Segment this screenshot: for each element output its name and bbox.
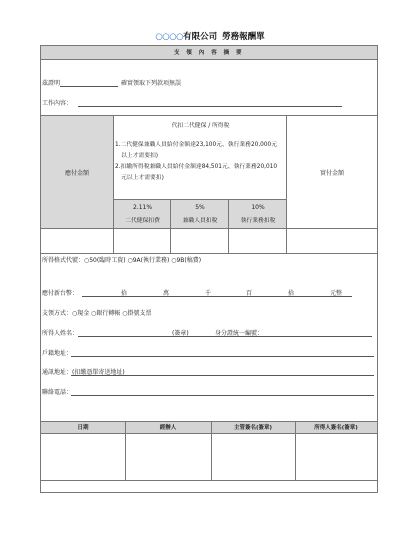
phone-field[interactable] bbox=[71, 395, 374, 396]
date-signature-field[interactable] bbox=[41, 434, 125, 480]
unit-shi: 拾 bbox=[288, 290, 295, 297]
rate-business: 10% bbox=[251, 204, 265, 211]
proof-name-field[interactable] bbox=[60, 86, 118, 87]
income-format: 所得格式代號：○50(臨時工資) ○9A(執行業務) ○9B(稿費) bbox=[42, 257, 202, 264]
company-placeholder: ○○○○ bbox=[155, 32, 184, 42]
rate-parttime: 5% bbox=[195, 204, 205, 211]
col-supervisor: 主管簽名(簽章) bbox=[233, 425, 273, 431]
rate-business-label: 執行業務扣稅 bbox=[240, 218, 276, 224]
withhold-title: 代扣二代健保 / 所得稅 bbox=[171, 123, 230, 129]
unit-yuan: 元整 bbox=[330, 290, 343, 297]
summary-header: 支 領 內 容 摘 要 bbox=[41, 46, 377, 60]
supervisor-signature-field[interactable] bbox=[211, 434, 295, 480]
mailing-address-label: 通訊地址：(扣繳憑單寄送地址) bbox=[42, 369, 125, 376]
business-amount-field[interactable] bbox=[229, 229, 287, 254]
remuneration-form bbox=[40, 45, 378, 493]
amount-label: 應付新台幣： bbox=[42, 290, 79, 297]
payable-amount-field[interactable] bbox=[41, 229, 114, 254]
unit-shi-wan: 拾 bbox=[121, 290, 128, 297]
household-address-label: 戶籍地址： bbox=[42, 350, 73, 357]
actual-label: 實付金額 bbox=[319, 169, 344, 177]
unit-wan: 萬 bbox=[163, 290, 170, 297]
signature-table bbox=[41, 421, 377, 492]
note2-line1: 2.扣繳所得稅兼職人員給付金額達84,501元、執行業務20,010 bbox=[115, 164, 278, 170]
actual-amount-field[interactable] bbox=[287, 229, 377, 254]
parttime-amount-field[interactable] bbox=[171, 229, 229, 254]
unit-bai: 百 bbox=[246, 290, 253, 297]
recipient-signature-field[interactable] bbox=[295, 434, 377, 480]
note2-line2: 元以上才需要扣) bbox=[121, 175, 164, 181]
rate-cell-health bbox=[114, 200, 171, 229]
work-content-label: 工作內容： bbox=[42, 100, 73, 107]
proof-text: 確實領取下列款項無誤 bbox=[121, 80, 182, 87]
household-address-field[interactable] bbox=[71, 356, 374, 357]
col-handler: 經辦人 bbox=[159, 425, 177, 431]
mailing-address-field[interactable] bbox=[71, 375, 374, 376]
tax-table bbox=[41, 115, 377, 254]
company-suffix: 有限公司 bbox=[183, 32, 218, 42]
rate-parttime-label: 兼職人員扣稅 bbox=[182, 218, 218, 224]
recipient-id-label: 身分證統一編號： bbox=[215, 330, 264, 337]
handler-signature-field[interactable] bbox=[125, 434, 211, 480]
recipient-name-label: 所得人姓名： bbox=[42, 330, 79, 337]
note1-line2: 以上才需要扣) bbox=[121, 153, 159, 159]
withhold-notes-cell bbox=[114, 116, 287, 200]
rate-health-label: 二代健保扣費 bbox=[125, 218, 160, 224]
payable-label: 應付金額 bbox=[64, 169, 89, 177]
col-date: 日期 bbox=[77, 425, 89, 431]
rate-health: 2.11% bbox=[132, 204, 153, 211]
rate-cell-parttime bbox=[171, 200, 229, 229]
phone-label: 聯絡電話： bbox=[42, 389, 73, 396]
form-title bbox=[0, 31, 420, 43]
payable-label-cell bbox=[41, 116, 114, 229]
health-amount-field[interactable] bbox=[114, 229, 171, 254]
proof-label: 茲證明 bbox=[42, 80, 61, 87]
form-name: 勞務報酬單 bbox=[222, 32, 265, 42]
payment-method: 支領方式：○現金 ○銀行轉帳 ○掛號支票 bbox=[42, 310, 152, 317]
rate-cell-business bbox=[229, 200, 287, 229]
signature-table-header bbox=[41, 422, 377, 434]
note1-line1: 1.二代健保兼職人員給付金額達23,100元、執行業務20,000元 bbox=[115, 142, 278, 148]
work-content-field[interactable] bbox=[78, 106, 342, 107]
recipient-seal: (簽章) bbox=[172, 330, 189, 337]
row-divider bbox=[41, 480, 377, 481]
actual-label-cell bbox=[287, 116, 377, 229]
unit-qian: 千 bbox=[205, 290, 212, 297]
col-recipient: 所得人簽名(簽章) bbox=[314, 425, 358, 431]
